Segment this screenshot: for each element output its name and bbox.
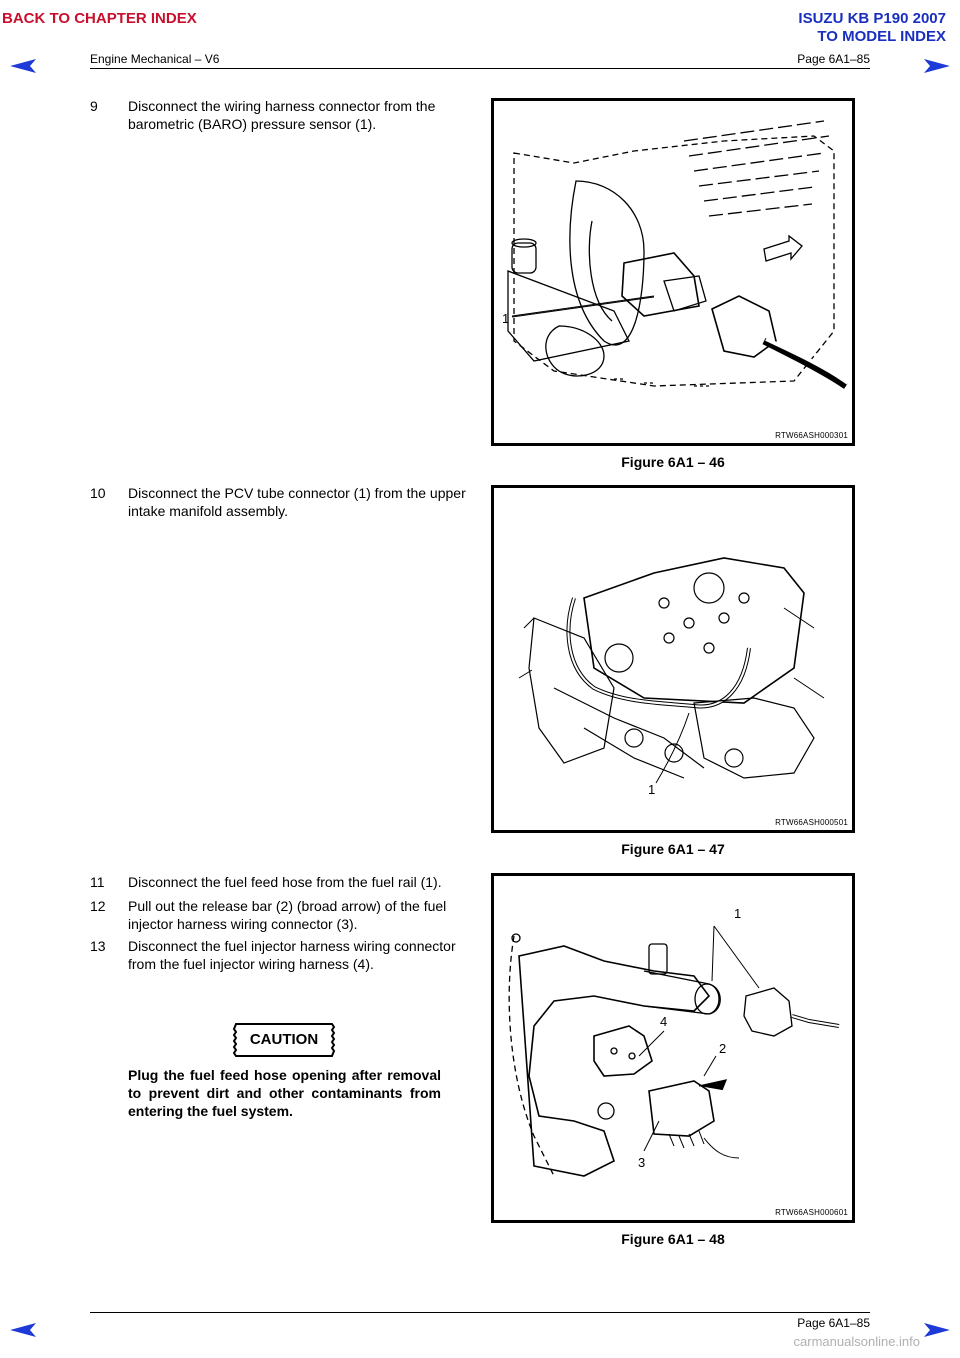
figure-47 bbox=[491, 485, 855, 833]
prev-page-arrow-icon[interactable] bbox=[8, 58, 38, 74]
step-13 bbox=[90, 937, 470, 973]
back-to-chapter-link[interactable]: BACK TO CHAPTER INDEX bbox=[2, 10, 197, 27]
callout-label: 1 bbox=[648, 782, 656, 797]
callout-label: 3 bbox=[638, 1155, 646, 1170]
caution-text: Plug the fuel feed hose opening after removal to prevent dirt and other contaminants from entering the fuel system. bbox=[128, 1067, 441, 1119]
callout-label: 4 bbox=[660, 1014, 668, 1029]
next-page-arrow-icon[interactable] bbox=[922, 1322, 952, 1338]
prev-page-arrow-icon[interactable] bbox=[8, 1322, 38, 1338]
section-title: Engine Mechanical – V6 bbox=[90, 52, 220, 66]
figure-caption: Figure 6A1 – 48 bbox=[621, 1231, 725, 1247]
callout-label: 1 bbox=[502, 311, 510, 326]
step-11 bbox=[90, 873, 470, 891]
figure-code: RTW66ASH000301 bbox=[775, 431, 848, 440]
footer-rule bbox=[90, 1312, 870, 1313]
fuel-feed-hose-illustration bbox=[494, 876, 852, 1220]
step-12 bbox=[90, 897, 470, 933]
figure-code: RTW66ASH000601 bbox=[775, 1208, 848, 1217]
figure-caption: Figure 6A1 – 47 bbox=[621, 841, 725, 857]
baro-sensor-illustration bbox=[494, 101, 852, 443]
step-9 bbox=[90, 97, 470, 133]
step-number: 13 bbox=[90, 938, 106, 954]
header-rule bbox=[90, 68, 870, 69]
step-number: 10 bbox=[90, 485, 106, 501]
callout-label: 1 bbox=[734, 906, 742, 921]
caution-label: CAUTION bbox=[249, 1031, 319, 1048]
header-page-number: Page 6A1–85 bbox=[797, 52, 870, 66]
watermark: carmanualsonline.info bbox=[793, 1334, 920, 1349]
step-text: Disconnect the PCV tube connector (1) from the upper intake manifold assembly. bbox=[128, 485, 466, 519]
step-text: Disconnect the fuel feed hose from the fuel rail (1). bbox=[128, 874, 442, 890]
figure-code: RTW66ASH000501 bbox=[775, 818, 848, 827]
step-number: 11 bbox=[90, 874, 105, 890]
step-number: 12 bbox=[90, 898, 106, 914]
step-text: Pull out the release bar (2) (broad arrow) of the fuel injector harness wiring connector (3). bbox=[128, 898, 447, 932]
figure-caption: Figure 6A1 – 46 bbox=[621, 454, 725, 470]
callout-label: 2 bbox=[719, 1041, 727, 1056]
step-10 bbox=[90, 484, 470, 520]
pcv-tube-illustration bbox=[494, 488, 852, 830]
next-page-arrow-icon[interactable] bbox=[922, 58, 952, 74]
model-index-label: TO MODEL INDEX bbox=[817, 28, 946, 45]
step-text: Disconnect the fuel injector harness wiring connector from the fuel injector wiring harness (4). bbox=[128, 938, 456, 972]
model-index-link[interactable] bbox=[798, 10, 946, 46]
step-number: 9 bbox=[90, 98, 98, 114]
figure-48 bbox=[491, 873, 855, 1223]
figure-46 bbox=[491, 98, 855, 446]
step-text: Disconnect the wiring harness connector from the barometric (BARO) pressure sensor (1). bbox=[128, 98, 436, 132]
footer-page-number: Page 6A1–85 bbox=[797, 1316, 870, 1330]
model-title: ISUZU KB P190 2007 bbox=[798, 10, 946, 27]
